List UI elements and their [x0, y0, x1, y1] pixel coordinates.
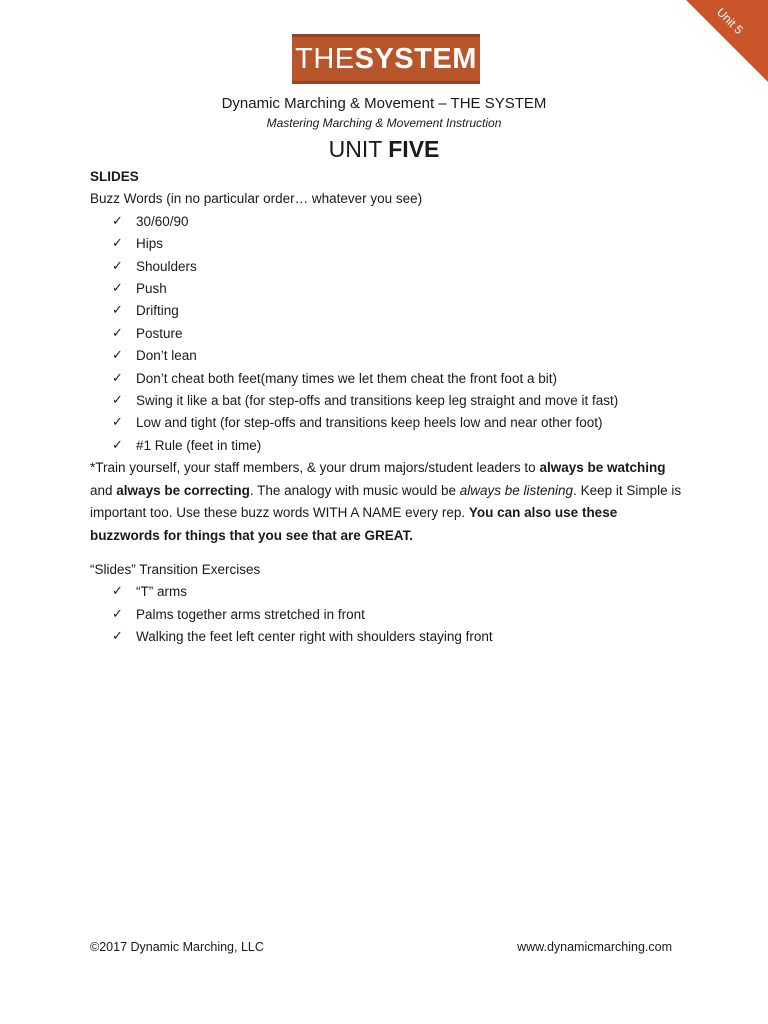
check-icon: ✓	[112, 302, 123, 318]
check-icon: ✓	[112, 257, 123, 273]
check-icon: ✓	[112, 324, 123, 340]
list-item: ✓ Shoulders	[112, 256, 690, 278]
footer-copyright: ©2017 Dynamic Marching, LLC	[90, 940, 264, 954]
training-note: *Train yourself, your staff members, & your drum majors/student leaders to always be watching and always be correcting. The analogy with music would be always be listening. Keep it Simple is important too. Use these buzz words WITH A NAME every rep. You can also use these buzzwords for things that you see that are GREAT.	[90, 460, 682, 543]
list-item: ✓ Low and tight (for step-offs and transitions keep heels low and near other foot)	[112, 412, 690, 434]
list-item: ✓ Palms together arms stretched in front	[112, 604, 690, 626]
check-icon: ✓	[112, 414, 123, 430]
unit-corner-label: Unit 5	[713, 4, 747, 38]
unit-heading	[0, 136, 768, 163]
check-icon: ✓	[112, 280, 123, 296]
list-item: ✓ 30/60/90	[112, 211, 690, 233]
list-item: ✓ Swing it like a bat (for step-offs and transitions keep leg straight and move it fast)	[112, 390, 690, 412]
check-icon: ✓	[112, 583, 123, 599]
check-icon: ✓	[112, 436, 123, 452]
list-item: ✓ Push	[112, 278, 690, 300]
buzz-words-intro: Buzz Words (in no particular order… whatever you see)	[90, 191, 423, 207]
footer-website-link[interactable]: www.dynamicmarching.com	[517, 940, 672, 954]
check-icon: ✓	[112, 369, 123, 385]
list-item: ✓ Don’t cheat both feet(many times we let them cheat the front foot a bit)	[112, 368, 690, 390]
exercises-list	[90, 581, 690, 648]
document-subtitle: Mastering Marching & Movement Instruction	[266, 116, 502, 130]
list-item: ✓ Hips	[112, 233, 690, 255]
check-icon: ✓	[112, 347, 123, 363]
unit-prefix: UNIT	[328, 136, 389, 162]
list-item: ✓ #1 Rule (feet in time)	[112, 435, 690, 457]
check-icon: ✓	[112, 392, 123, 408]
list-item: ✓ Drifting	[112, 300, 690, 322]
check-icon: ✓	[112, 235, 123, 251]
list-item: ✓ Walking the feet left center right with shoulders staying front	[112, 626, 690, 648]
document-title: Dynamic Marching & Movement – THE SYSTEM	[221, 95, 547, 112]
logo-the: THE	[295, 42, 355, 75]
the-system-logo	[292, 34, 480, 84]
exercises-title: “Slides” Transition Exercises	[90, 561, 261, 577]
slides-title: SLIDES	[90, 169, 139, 184]
list-item: ✓ Posture	[112, 323, 690, 345]
buzz-words-list	[90, 211, 690, 457]
logo-system: SYSTEM	[354, 42, 477, 75]
unit-number: FIVE	[388, 136, 440, 162]
check-icon: ✓	[112, 605, 123, 621]
main-content	[90, 166, 690, 649]
list-item: ✓ Don’t lean	[112, 345, 690, 367]
check-icon: ✓	[112, 628, 123, 644]
check-icon: ✓	[112, 212, 123, 228]
list-item: ✓ “T” arms	[112, 581, 690, 603]
